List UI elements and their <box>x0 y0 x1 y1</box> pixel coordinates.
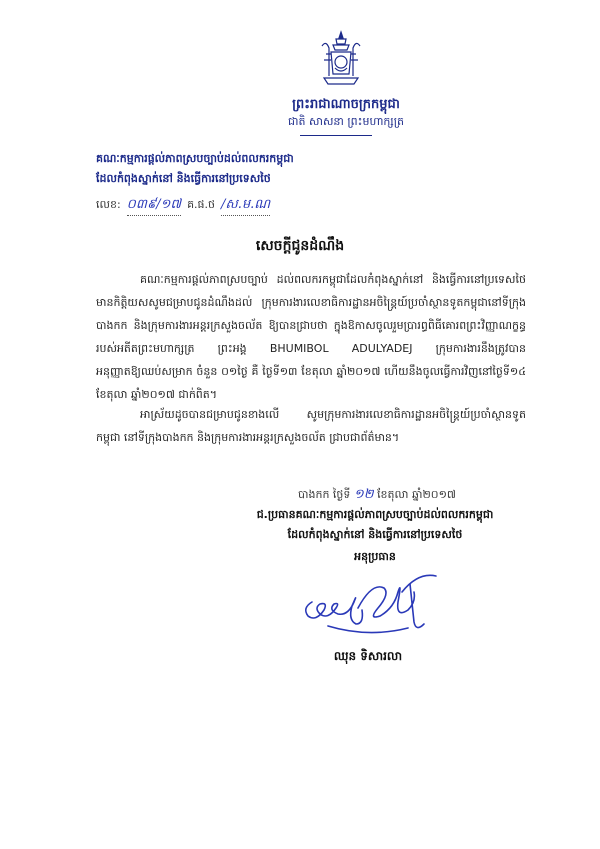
organization-name-line-2: ដែលកំពុងស្នាក់នៅ និងធ្វើការនៅប្រទេសថៃ <box>96 172 271 185</box>
document-title: សេចក្តីជូនដំណឹង <box>255 238 345 254</box>
reference-suffix: គ.ផ.ថ <box>187 198 216 211</box>
date-place-label: បាងកក ថ្ងៃទី <box>298 488 351 501</box>
reference-number: ០៣៩/១៧ <box>127 196 181 216</box>
date-line <box>298 486 456 505</box>
signer-name: ឈុន ទិសារលា <box>333 649 403 663</box>
royal-emblem-icon <box>318 30 364 88</box>
signatory-position: អនុប្រធាន <box>354 550 396 563</box>
kingdom-title: ព្រះរាជាណាចក្រកម្ពុជា <box>292 97 400 112</box>
organization-name-line-1: គណៈកម្មការផ្តល់ភាពស្របច្បាប់ដល់ពលករកម្ពុជា <box>96 152 294 165</box>
motto-divider <box>300 135 372 136</box>
body-paragraph-2: អាស្រ័យដូចបានជម្រាបជូនខាងលើ សូមក្រុមការងារលេខាធិការដ្ឋានអចិន្ត្រៃយ៍ប្រចាំស្ថានទូតកម្ពុជា នៅទីក្រុងបាងកក និងក្រុមការងារអន្តរក្រសួងចល័ត ជ្រាបជាព័ត៌មាន។ <box>96 408 526 444</box>
date-day: ១២ <box>353 487 374 502</box>
reference-label: លេខ: <box>96 198 121 211</box>
signatory-title-line-1: ជ.ប្រធានគណៈកម្មការផ្តល់ភាពស្របច្បាប់ដល់ពលករកម្ពុជា <box>256 508 494 521</box>
handwritten-signature <box>298 562 444 646</box>
date-month-year: ខែតុលា ឆ្នាំ២០១៧ <box>377 488 456 501</box>
national-motto: ជាតិ សាសនា ព្រះមហាក្សត្រ <box>288 115 404 128</box>
body-paragraph-1: គណៈកម្មការផ្តល់ភាពស្របច្បាប់ ដល់ពលករកម្ពុជាដែលកំពុងស្នាក់នៅ និងធ្វើការនៅប្រទេសថៃ មានកិត្តិយសសូមជម្រាបជូនដំណឹងដល់ ក្រុមការងារលេខាធិការដ្ឋានអចិន្ត្រៃយ៍ប្រចាំស្ថានទូតកម្ពុជានៅទីក្រុងបាងកក និងក្រុមការងារអន្តរក្រសួងចល័ត ឱ្យបានជ្រាបថា ក្នុងឱកាសចូលរួមប្រារព្ធពិធីគោរពព្រះវិញ្ញាណក្ខន្ធរបស់អតីតព្រះមហាក្សត្រ ព្រះអង្គ BHUMIBOL ADULYADEJ ក្រុមការងារនឹងត្រូវបានអនុញ្ញាតឱ្យឈប់សម្រាក ចំនួន ០១ថ្ងៃ គឺ ថ្ងៃទី១៣ ខែតុលា ឆ្នាំ២០១៧ ហើយនឹងចូលធ្វើការវិញនៅថ្ងៃទី១៤ ខែតុលា ឆ្នាំ២០១៧ ជាក់ពិត។ <box>96 273 526 401</box>
reference-code: /ស.ម.ណ <box>221 196 270 216</box>
signatory-title-line-2: ដែលកំពុងស្នាក់នៅ និងធ្វើការនៅប្រទេសថៃ <box>287 528 463 541</box>
reference-number-line <box>96 196 270 216</box>
